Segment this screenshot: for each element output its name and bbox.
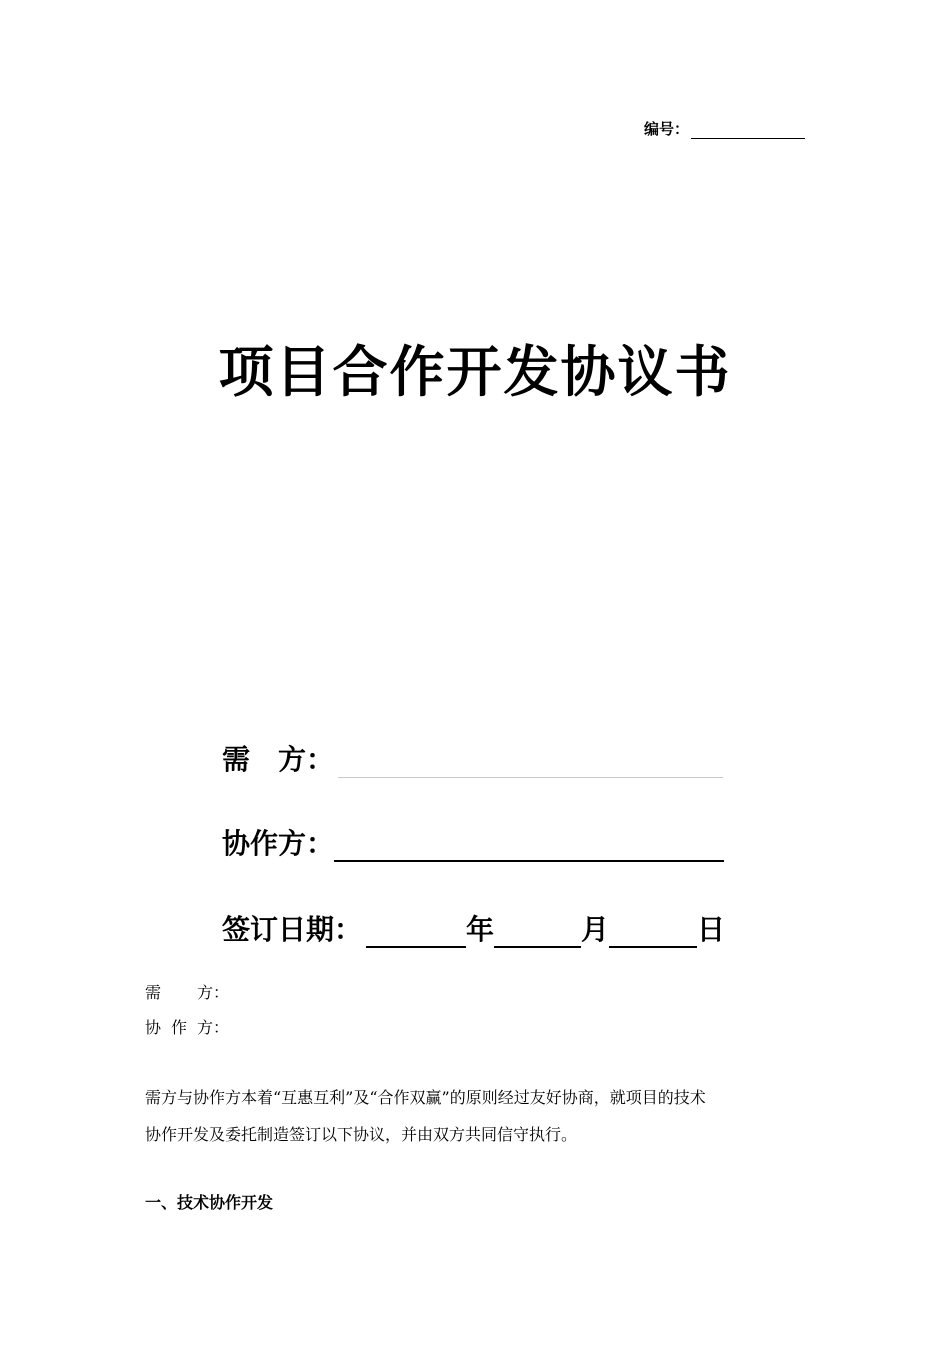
cooperating-party-line bbox=[145, 1015, 229, 1038]
demand-party-label-2: 方： bbox=[278, 743, 335, 776]
document-number-blank[interactable] bbox=[691, 120, 805, 139]
signing-day-blank[interactable] bbox=[609, 918, 697, 948]
signing-year-blank[interactable] bbox=[366, 918, 466, 948]
intro-paragraph-line-1: 需方与协作方本着“互惠互利”及“合作双赢”的原则经过友好协商，就项目的技术 bbox=[145, 1088, 706, 1107]
cover-demand-party-field bbox=[222, 738, 723, 778]
day-label: 日 bbox=[697, 913, 726, 946]
demand-party-text-2: 方： bbox=[197, 983, 230, 1002]
cooperating-party-text-2: 作 bbox=[171, 1018, 188, 1037]
cover-cooperating-party-field bbox=[222, 822, 724, 862]
cooperating-party-blank[interactable] bbox=[334, 832, 724, 862]
demand-party-line bbox=[145, 980, 229, 1003]
section-heading-technical-cooperation: 一、技术协作开发 bbox=[145, 1193, 274, 1212]
document-number-label: 编号： bbox=[643, 120, 689, 138]
cooperating-party-text-1: 协 bbox=[145, 1018, 162, 1037]
month-label: 月 bbox=[581, 913, 610, 946]
cover-signing-date-field bbox=[222, 908, 725, 948]
demand-party-text-1: 需 bbox=[145, 983, 162, 1002]
cooperating-party-text-3: 方： bbox=[197, 1018, 230, 1037]
demand-party-label-1: 需 bbox=[222, 743, 251, 776]
demand-party-blank[interactable] bbox=[338, 749, 723, 778]
document-number bbox=[644, 118, 805, 139]
intro-paragraph-line-2: 协作开发及委托制造签订以下协议，并由双方共同信守执行。 bbox=[145, 1125, 578, 1144]
signing-month-blank[interactable] bbox=[494, 918, 581, 948]
document-title: 项目合作开发协议书 bbox=[218, 340, 732, 404]
cooperating-party-label: 协作方： bbox=[222, 827, 335, 860]
year-label: 年 bbox=[466, 913, 495, 946]
signing-date-label: 签订日期： bbox=[222, 913, 363, 946]
